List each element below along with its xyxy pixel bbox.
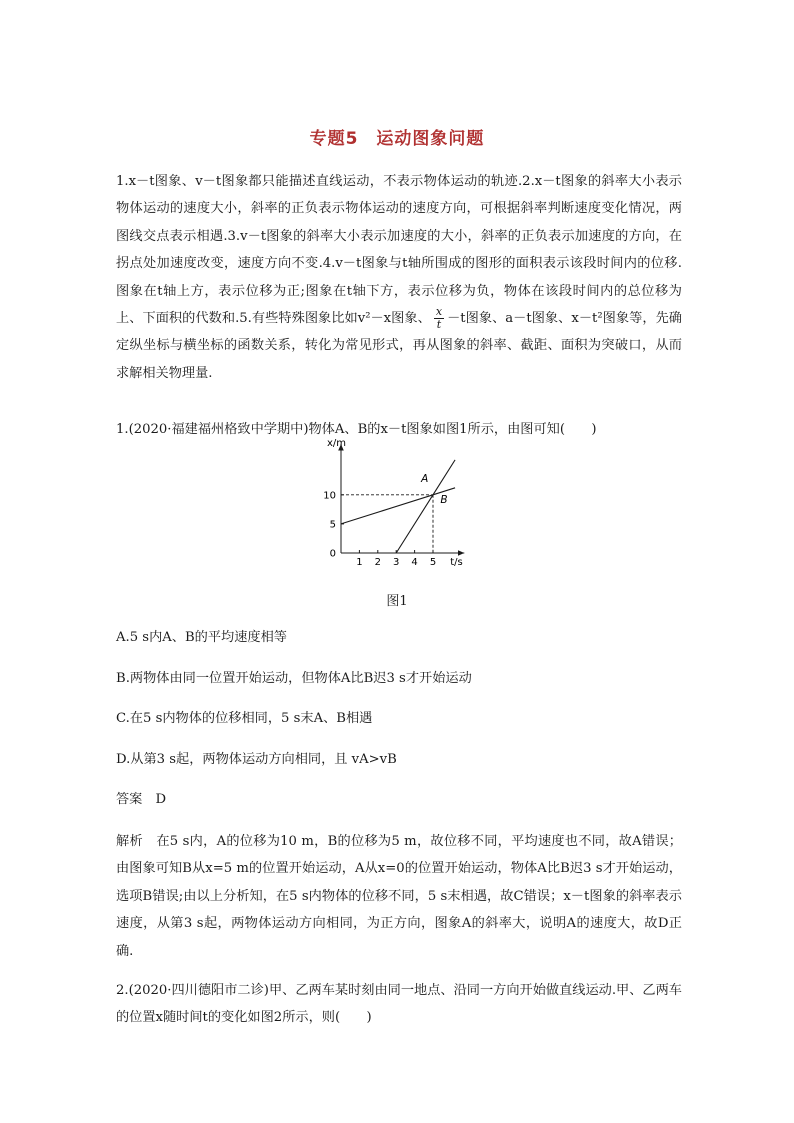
page-title: 专题5 运动图象问题 [309,129,485,149]
answer-line: 答案 D [116,792,167,807]
series-label-a: A [421,472,429,485]
option-d: D.从第3 s起，两物体运动方向相同，且 vA>vB [116,752,397,767]
fraction-denominator: t [436,318,442,332]
question-2-stem: 2.(2020·四川德阳市二诊)甲、乙两车某时刻由同一地点、沿同一方向开始做直线运动.甲、乙两车的位置x随时间t的变化如图2所示，则( ) [116,983,682,1026]
x-tick-label: 5 [429,557,437,568]
origin-label: 0 [329,548,336,560]
y-tick-label: 5 [329,519,336,531]
x-tick-label: 1 [356,557,363,568]
x-axis-label: t/s [450,557,463,568]
option-a: A.5 s内A、B的平均速度相等 [116,630,287,645]
fraction-numerator: x [435,305,443,319]
x-tick-label: 3 [393,557,400,568]
x-tick-label: 4 [411,557,418,568]
intro-text-part1: 1.x－t图象、v－t图象都只能描述直线运动，不表示物体运动的轨迹.2.x－t图象的斜率大小表示物体运动的速度大小，斜率的正负表示物体运动的速度方向，可根据斜率判断速度变化情况，两图线交点表示相遇.3.v－t图象的斜率大小表示加速度的大小，斜率的正负表示加速度的方向，在拐点处加速度改变，速度方向不变.4.v－t图象与t轴所围成的图形的面积表示该段时间内的位移.图象在t轴上方，表示位移为正;图象在t轴下方，表示位移为负，物体在该段时间内的总位移为上、下面积的代数和.5.有些特殊图象比如v²－x图象、 [116,174,682,327]
series-line-a [396,460,455,553]
analysis-paragraph: 解析 在5 s内，A的位移为10 m，B的位移为5 m，故位移不同，平均速度也不同，故A错误；由图象可知B从x=5 m的位置开始运动，A从x=0的位置开始运动，物体A比B迟3 s才开始运动，选项B错误;由以上分析知，在5 s内物体的位移不同，5 s末相遇，故C错误；x－t图象的斜率表示速度，从第3 s起，两物体运动方向相同，为正方向，图象A的斜率大，说明A的速度大，故D正确. [116,834,682,959]
figure-1-caption: 图1 [386,594,408,609]
intro-text-part2: －t图象、a－t图象、x－t²图象等，先确定纵坐标与横坐标的函数关系，转化为常见形式，再从图象的斜率、截距、面积为突破口，从而求解相关物理量. [116,311,682,381]
y-tick-label: 10 [323,490,336,502]
y-axis-label: x/m [327,438,347,450]
series-line-b [341,488,455,524]
option-c: C.在5 s内物体的位移相同，5 s末A、B相遇 [116,711,373,726]
question-1-stem: 1.(2020·福建福州格致中学期中)物体A、B的x－t图象如图1所示，由图可知( ) [116,422,597,437]
series-label-b: B [440,493,448,506]
option-b: B.两物体由同一位置开始运动，但物体A比B迟3 s才开始运动 [116,671,472,686]
x-tick-label: 2 [374,557,381,568]
x-over-t-fraction [434,306,444,331]
intro-paragraph [116,168,682,387]
